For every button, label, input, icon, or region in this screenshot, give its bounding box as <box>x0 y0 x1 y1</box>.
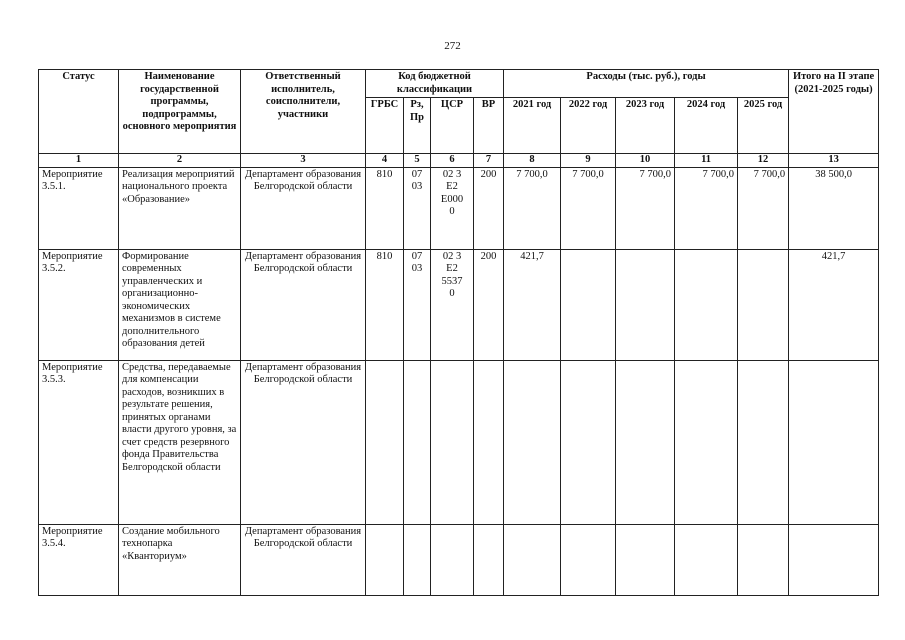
row-grbs: 810 <box>366 249 404 360</box>
column-number: 7 <box>474 154 504 168</box>
row-2021 <box>504 524 561 595</box>
column-number: 8 <box>504 154 561 168</box>
row-2025 <box>738 360 789 524</box>
row-name: Реализация мероприятий национального проекта «Образование» <box>119 167 241 249</box>
row-vr <box>474 360 504 524</box>
column-number: 9 <box>561 154 616 168</box>
row-2023: 7 700,0 <box>616 167 675 249</box>
row-rz-pr <box>404 524 431 595</box>
row-2024 <box>675 524 738 595</box>
header-row-top <box>39 70 879 98</box>
header-2022: 2022 год <box>561 98 616 154</box>
row-2023 <box>616 524 675 595</box>
table-row <box>39 524 879 595</box>
row-csr <box>431 524 474 595</box>
row-grbs <box>366 524 404 595</box>
row-2022 <box>561 524 616 595</box>
row-status: Мероприятие 3.5.3. <box>39 360 119 524</box>
column-number: 6 <box>431 154 474 168</box>
column-number: 5 <box>404 154 431 168</box>
column-number: 2 <box>119 154 241 168</box>
column-number-row <box>39 154 879 168</box>
row-vr: 200 <box>474 249 504 360</box>
header-status: Статус <box>39 70 119 154</box>
row-status: Мероприятие 3.5.1. <box>39 167 119 249</box>
row-total: 38 500,0 <box>789 167 879 249</box>
budget-table <box>38 69 879 596</box>
row-2024 <box>675 249 738 360</box>
column-number: 13 <box>789 154 879 168</box>
row-csr: 02 3 Е2 5537 0 <box>431 249 474 360</box>
row-grbs <box>366 360 404 524</box>
column-number: 1 <box>39 154 119 168</box>
row-name: Формирование современных управленческих и организационно-экономических механизмов в системе дополнительного образования детей <box>119 249 241 360</box>
row-2025 <box>738 524 789 595</box>
row-executor: Департамент образования Белгородской области <box>241 249 366 360</box>
row-2023 <box>616 360 675 524</box>
row-executor: Департамент образования Белгородской области <box>241 360 366 524</box>
row-2024: 7 700,0 <box>675 167 738 249</box>
header-2024: 2024 год <box>675 98 738 154</box>
row-2024 <box>675 360 738 524</box>
row-executor: Департамент образования Белгородской области <box>241 524 366 595</box>
column-number: 4 <box>366 154 404 168</box>
row-2023 <box>616 249 675 360</box>
row-2022: 7 700,0 <box>561 167 616 249</box>
header-rz-pr: Рз, Пр <box>404 98 431 154</box>
row-rz-pr: 07 03 <box>404 167 431 249</box>
row-2025 <box>738 249 789 360</box>
row-2025: 7 700,0 <box>738 167 789 249</box>
page-number: 272 <box>444 40 461 52</box>
row-name: Создание мобильного технопарка «Кванториум» <box>119 524 241 595</box>
column-number: 11 <box>675 154 738 168</box>
header-grbs: ГРБС <box>366 98 404 154</box>
header-name: Наименование государственной программы, подпрограммы, основного мероприятия <box>119 70 241 154</box>
row-grbs: 810 <box>366 167 404 249</box>
table-row <box>39 167 879 249</box>
header-executor: Ответственный исполнитель, соисполнители, участники <box>241 70 366 154</box>
header-2023: 2023 год <box>616 98 675 154</box>
column-number: 10 <box>616 154 675 168</box>
row-status: Мероприятие 3.5.4. <box>39 524 119 595</box>
header-2021: 2021 год <box>504 98 561 154</box>
row-name: Средства, передаваемые для компенсации расходов, возникших в результате решения, принятых органами власти другого уровня, за счет средств резервного фонда Правительства Белгородской области <box>119 360 241 524</box>
row-total <box>789 360 879 524</box>
table-row <box>39 360 879 524</box>
column-number: 3 <box>241 154 366 168</box>
header-vr: ВР <box>474 98 504 154</box>
row-status: Мероприятие 3.5.2. <box>39 249 119 360</box>
row-2022 <box>561 360 616 524</box>
row-vr: 200 <box>474 167 504 249</box>
row-vr <box>474 524 504 595</box>
header-budget-code: Код бюджетной классификации <box>366 70 504 98</box>
header-2025: 2025 год <box>738 98 789 154</box>
column-number: 12 <box>738 154 789 168</box>
row-rz-pr <box>404 360 431 524</box>
row-2021 <box>504 360 561 524</box>
header-total: Итого на II этапе (2021-2025 годы) <box>789 70 879 154</box>
row-csr: 02 3 Е2 Е000 0 <box>431 167 474 249</box>
row-rz-pr: 07 03 <box>404 249 431 360</box>
row-csr <box>431 360 474 524</box>
row-total <box>789 524 879 595</box>
table-row <box>39 249 879 360</box>
row-2021: 421,7 <box>504 249 561 360</box>
row-executor: Департамент образования Белгородской области <box>241 167 366 249</box>
row-total: 421,7 <box>789 249 879 360</box>
row-2022 <box>561 249 616 360</box>
row-2021: 7 700,0 <box>504 167 561 249</box>
header-csr: ЦСР <box>431 98 474 154</box>
header-expenses: Расходы (тыс. руб.), годы <box>504 70 789 98</box>
